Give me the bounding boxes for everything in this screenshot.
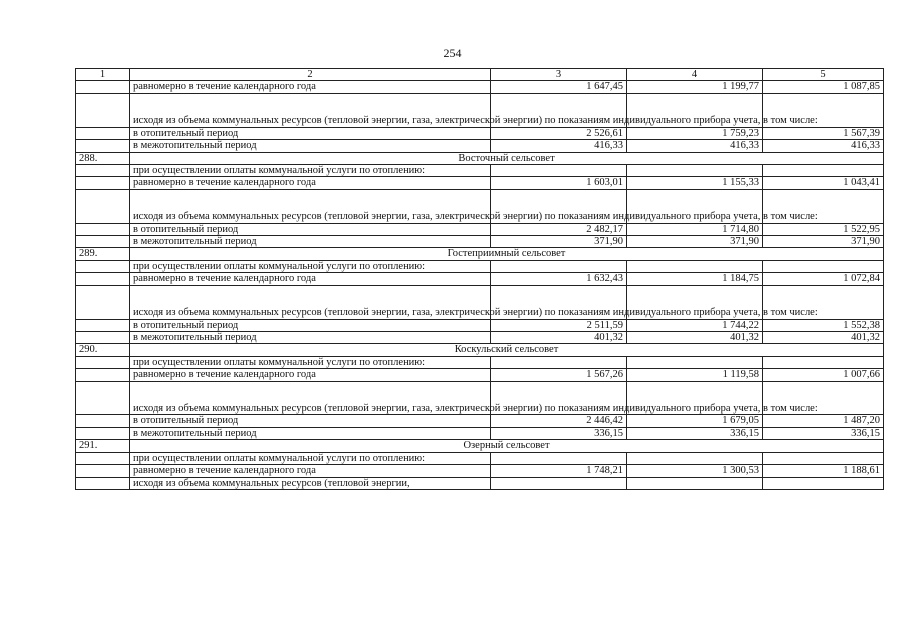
row-number-cell [76, 236, 130, 248]
empty-cell [491, 452, 627, 464]
row-label: равномерно в течение календарного года [130, 369, 491, 381]
section-title-row [76, 248, 884, 260]
section-number: 288. [76, 152, 130, 164]
value-col-5: 1 567,39 [763, 127, 884, 139]
empty-cell [627, 260, 763, 272]
empty-cell [763, 452, 884, 464]
empty-cell [763, 356, 884, 368]
empty-cell [627, 452, 763, 464]
value-col-4: 1 199,77 [627, 81, 763, 93]
value-col-4: 1 300,53 [627, 465, 763, 477]
value-row [76, 415, 884, 427]
section-title-row [76, 440, 884, 452]
empty-cell [491, 477, 627, 489]
value-col-4: 371,90 [627, 236, 763, 248]
text-row [76, 381, 884, 415]
value-col-3: 2 526,61 [491, 127, 627, 139]
row-label: в отопительный период [130, 319, 491, 331]
row-label: в отопительный период [130, 223, 491, 235]
value-col-3: 2 446,42 [491, 415, 627, 427]
header-row [76, 69, 884, 81]
text-row [76, 260, 884, 272]
value-col-3: 1 647,45 [491, 81, 627, 93]
tariff-table [75, 68, 884, 490]
column-header-2: 2 [130, 69, 491, 81]
row-number-cell [76, 93, 130, 127]
section-title: Коскульский сельсовет [130, 344, 884, 356]
row-label: при осуществлении оплаты коммунальной услуги по отоплению: [130, 452, 491, 464]
column-header-1: 1 [76, 69, 130, 81]
value-row [76, 427, 884, 439]
section-title: Восточный сельсовет [130, 152, 884, 164]
row-number-cell [76, 477, 130, 489]
value-col-3: 1 567,26 [491, 369, 627, 381]
row-label: при осуществлении оплаты коммунальной услуги по отоплению: [130, 260, 491, 272]
row-number-cell [76, 452, 130, 464]
value-col-5: 1 522,95 [763, 223, 884, 235]
row-label: при осуществлении оплаты коммунальной услуги по отоплению: [130, 356, 491, 368]
row-number-cell [76, 273, 130, 285]
row-number-cell [76, 127, 130, 139]
value-col-4: 1 714,80 [627, 223, 763, 235]
section-number: 289. [76, 248, 130, 260]
value-row [76, 465, 884, 477]
value-col-3: 1 603,01 [491, 177, 627, 189]
value-col-4: 1 155,33 [627, 177, 763, 189]
value-col-3: 1 748,21 [491, 465, 627, 477]
value-col-5: 1 487,20 [763, 415, 884, 427]
empty-cell [627, 477, 763, 489]
row-number-cell [76, 319, 130, 331]
row-label: равномерно в течение календарного года [130, 465, 491, 477]
row-number-cell [76, 189, 130, 223]
value-row [76, 81, 884, 93]
text-row [76, 189, 884, 223]
row-label: в межотопительный период [130, 427, 491, 439]
value-col-5: 371,90 [763, 236, 884, 248]
row-number-cell [76, 164, 130, 176]
empty-cell [627, 164, 763, 176]
value-col-5: 416,33 [763, 140, 884, 152]
value-col-4: 1 744,22 [627, 319, 763, 331]
value-row [76, 369, 884, 381]
empty-cell [491, 260, 627, 272]
value-col-5: 1 043,41 [763, 177, 884, 189]
row-label: исходя из объема коммунальных ресурсов (тепловой энергии, газа, электрической энергии) по показаниям индивидуального прибора учета, в том числе: [130, 189, 491, 223]
text-row [76, 285, 884, 319]
section-title-row [76, 152, 884, 164]
value-col-5: 1 188,61 [763, 465, 884, 477]
value-col-4: 1 119,58 [627, 369, 763, 381]
text-row [76, 452, 884, 464]
column-header-5: 5 [763, 69, 884, 81]
row-label: при осуществлении оплаты коммунальной услуги по отоплению: [130, 164, 491, 176]
value-row [76, 331, 884, 343]
section-number: 290. [76, 344, 130, 356]
value-col-3: 2 511,59 [491, 319, 627, 331]
row-number-cell [76, 381, 130, 415]
value-col-5: 1 007,66 [763, 369, 884, 381]
empty-cell [763, 164, 884, 176]
row-label: исходя из объема коммунальных ресурсов (тепловой энергии, газа, электрической энергии) по показаниям индивидуального прибора учета, в том числе: [130, 381, 491, 415]
row-label: в межотопительный период [130, 331, 491, 343]
row-label: равномерно в течение календарного года [130, 273, 491, 285]
value-col-4: 1 184,75 [627, 273, 763, 285]
row-number-cell [76, 356, 130, 368]
empty-cell [491, 164, 627, 176]
value-col-3: 2 482,17 [491, 223, 627, 235]
row-label: исходя из объема коммунальных ресурсов (тепловой энергии, газа, электрической энергии) по показаниям индивидуального прибора учета, в том числе: [130, 93, 491, 127]
value-col-3: 1 632,43 [491, 273, 627, 285]
section-title: Гостеприимный сельсовет [130, 248, 884, 260]
row-label: исходя из объема коммунальных ресурсов (тепловой энергии, газа, электрической энергии) по показаниям индивидуального прибора учета, в том числе: [130, 285, 491, 319]
value-row [76, 236, 884, 248]
value-col-3: 336,15 [491, 427, 627, 439]
value-col-3: 416,33 [491, 140, 627, 152]
value-col-4: 336,15 [627, 427, 763, 439]
value-row [76, 273, 884, 285]
section-number: 291. [76, 440, 130, 452]
value-col-5: 1 087,85 [763, 81, 884, 93]
value-row [76, 177, 884, 189]
row-number-cell [76, 465, 130, 477]
column-header-4: 4 [627, 69, 763, 81]
value-col-5: 1 072,84 [763, 273, 884, 285]
empty-cell [763, 477, 884, 489]
row-number-cell [76, 177, 130, 189]
row-number-cell [76, 140, 130, 152]
value-col-5: 336,15 [763, 427, 884, 439]
row-label: в отопительный период [130, 415, 491, 427]
value-col-4: 1 679,05 [627, 415, 763, 427]
section-title-row [76, 344, 884, 356]
row-label: в межотопительный период [130, 140, 491, 152]
page-number: 254 [443, 46, 462, 60]
value-col-5: 401,32 [763, 331, 884, 343]
row-label: равномерно в течение календарного года [130, 81, 491, 93]
row-number-cell [76, 331, 130, 343]
row-label: исходя из объема коммунальных ресурсов (тепловой энергии, [130, 477, 491, 489]
row-number-cell [76, 285, 130, 319]
value-col-3: 371,90 [491, 236, 627, 248]
value-col-4: 416,33 [627, 140, 763, 152]
row-number-cell [76, 427, 130, 439]
value-col-5: 1 552,38 [763, 319, 884, 331]
text-row [76, 164, 884, 176]
value-row [76, 127, 884, 139]
column-header-3: 3 [491, 69, 627, 81]
text-row [76, 93, 884, 127]
row-number-cell [76, 415, 130, 427]
row-number-cell [76, 81, 130, 93]
value-col-4: 1 759,23 [627, 127, 763, 139]
text-row [76, 477, 884, 489]
row-label: равномерно в течение календарного года [130, 177, 491, 189]
empty-cell [491, 356, 627, 368]
empty-cell [627, 356, 763, 368]
text-row [76, 356, 884, 368]
row-label: в отопительный период [130, 127, 491, 139]
section-title: Озерный сельсовет [130, 440, 884, 452]
row-label: в межотопительный период [130, 236, 491, 248]
empty-cell [763, 260, 884, 272]
value-col-4: 401,32 [627, 331, 763, 343]
row-number-cell [76, 260, 130, 272]
value-row [76, 319, 884, 331]
row-number-cell [76, 223, 130, 235]
value-col-3: 401,32 [491, 331, 627, 343]
value-row [76, 223, 884, 235]
row-number-cell [76, 369, 130, 381]
value-row [76, 140, 884, 152]
